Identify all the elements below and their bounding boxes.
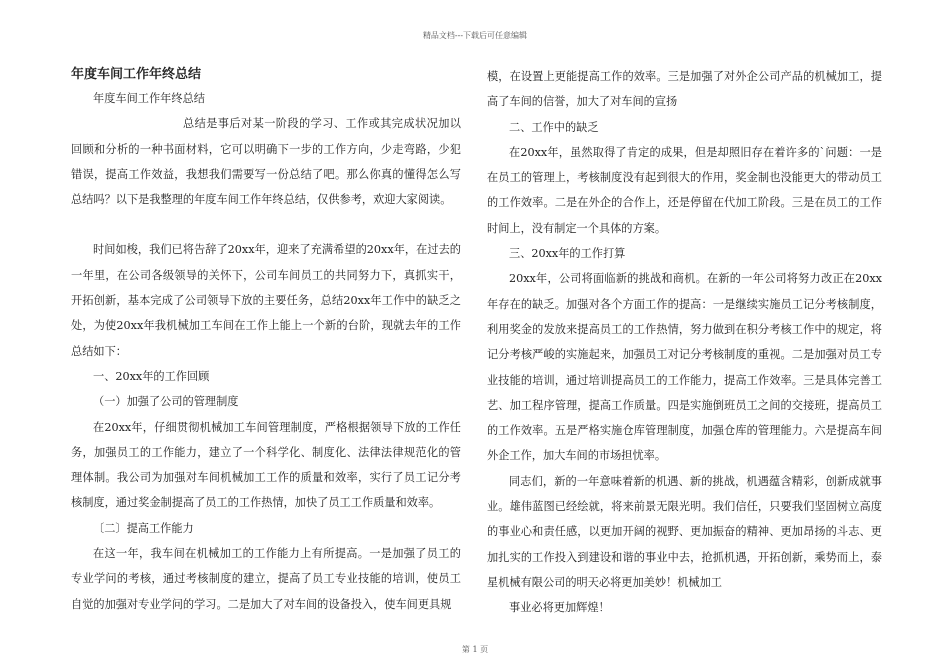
page-header: 精品文档---下载后可任意编辑 xyxy=(422,31,528,40)
subsection-heading-management: （一）加强了公司的管理制度 xyxy=(93,395,239,409)
plan-paragraph: 20xx年，公司将面临新的挑战和商机。在新的一年公司将努力改正在20xx年存在的缺乏。加强对各个方面工作的提高：一是继续实施员工记分考核制度，利用奖金的发放来提高员工的工作热情，努力做到在积分考核工作中的规定，将记分考核严峻的实施起来，加强员工对记分考核制度的重视。二是加强对员工专业技能的培训，通过培训提高员工的工作能力，提高工作效率。三是具体完善工艺、加工程序管理，提高工作质量。四是实施倒班员工之间的交接班，提高员工的工作效率。五是严格实施仓库管理制度，加强仓库的管理能力。六是提高车间外企工作，加大车间的市场担忧率。 xyxy=(487,272,882,463)
section-heading-shortcomings: 二、工作中的缺乏 xyxy=(509,120,599,134)
subtitle: 年度车间工作年终总结 xyxy=(93,92,205,105)
ability-paragraph-continued: 模，在设置上更能提高工作的效率。三是加强了对外企公司产品的机械加工，提高了车间的信誉，加大了对车间的宣扬 xyxy=(487,70,882,109)
document-title: 年度车间工作年终总结 xyxy=(71,67,202,82)
section-heading-plan: 三、20xx年的工作打算 xyxy=(509,247,626,261)
shortcomings-paragraph: 在20xx年，虽然取得了肯定的成果，但是却照旧存在着许多的`问题：一是在员工的管理上，考核制度没有起到很大的作用，奖金制也没能更大的带动员工的工作效率。二是在外企的合作上，还是停留在代加工阶段。三是在员工的工作时间上，没有制定一个具体的方案。 xyxy=(487,145,882,235)
management-paragraph: 在20xx年，仔细贯彻机械加工车间管理制度，严格根据领导下放的工作任务，加强员工的工作能力，建立了一个科学化、制度化、法律法律规范化的管理体制。我公司为加强对车间机械加工工作的质量和效率，实行了员工记分考核制度，通过奖金制提高了员工的工作热情，加快了员工工作质量和效率。 xyxy=(71,420,461,510)
left-column xyxy=(71,64,461,617)
subsection-heading-ability: 〔二〕提高工作能力 xyxy=(93,521,194,535)
paragraph-gap xyxy=(71,212,461,237)
right-column xyxy=(487,64,882,621)
opening-paragraph: 时间如梭，我们已将告辞了20xx年，迎来了充满希望的20xx年，在过去的一年里，在公司各级领导的关怀下，公司车间员工的共同努力下，真抓实干，开拓创新，基本完成了公司领导下放的主要任务，总结20xx年工作中的缺乏之处，为使20xx年我机械加工车间在工作上能上一个新的台阶，现就去年的工作总结如下： xyxy=(71,243,461,358)
intro-paragraph: 总结是事后对某一阶段的学习、工作或其完成状况加以回顾和分析的一种书面材料，它可以明确下一步的工作方向，少走弯路，少犯错误，提高工作效益，我想我们需要写一份总结了吧。那么你真的懂得怎么写总结吗？以下是我整理的年度车间工作年终总结，仅供参考，欢迎大家阅读。 xyxy=(71,117,461,207)
ability-paragraph: 在这一年，我车间在机械加工的工作能力上有所提高。一是加强了员工的专业学问的考核，通过考核制度的建立，提高了员工专业技能的培训，使员工自觉的加强对专业学问的学习。二是加大了对车间的设备投入，使车间更具规 xyxy=(71,547,461,611)
closing-line: 事业必将更加辉煌！ xyxy=(509,601,610,615)
page-footer: 第 1 页 xyxy=(461,645,489,654)
closing-paragraph: 同志们，新的一年意味着新的机遇、新的挑战，机遇蕴含精彩，创新成就事业。雄伟蓝图已经绘就，将来前景无限光明。我们信任，只要我们坚固树立高度的事业心和责任感，以更加开阔的视野、更加振奋的精神、更加昂扬的斗志、更加扎实的工作投入到建设和谐的事业中去，抢抓机遇，开拓创新，乘势而上，泰星机械有限公司的明天必将更加美妙！机械加工 xyxy=(487,474,882,589)
section-heading-review: 一、20xx年的工作回顾 xyxy=(93,369,210,383)
